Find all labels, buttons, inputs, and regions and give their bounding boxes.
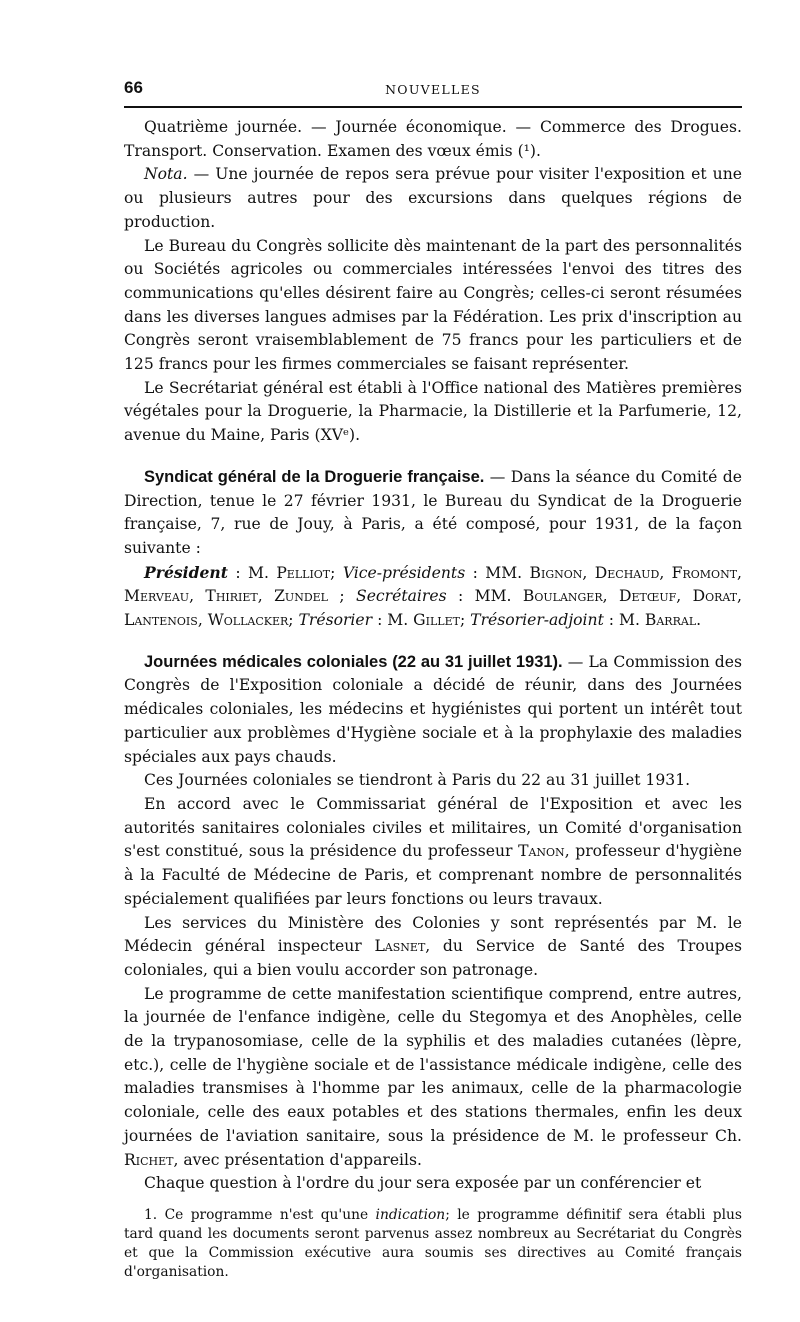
paragraph-quatrieme-journee: Quatrième journée. — Journée économique. — Commerce des Drogues. Transport. Conservation. Examen des vœux émis (¹). xyxy=(124,118,742,160)
body-text xyxy=(124,116,742,1196)
footnote xyxy=(124,1206,742,1282)
syndicat-title: Syndicat général de la Droguerie française. xyxy=(144,467,485,486)
header-rule xyxy=(124,106,742,108)
tresorier-adjoint-name: Barral xyxy=(644,611,697,630)
page-header xyxy=(124,74,742,96)
tresorier-name: Gillet xyxy=(413,611,460,630)
lasnet-name: Lasnet xyxy=(374,937,426,956)
paragraph-bureau: Le Bureau du Congrès sollicite dès maintenant de la part des personnalités ou Sociétés agricoles ou commerciales intéressées l'envoi des titres des communications qu'elles désirent faire au Congrès; celles-ci seront résumées dans les diverses langues admises par la Fédération. Les prix d'inscription au Congrès seront vraisemblablement de 75 francs pour les particuliers et de 125 francs pour les firmes commerciales se faisant représenter. xyxy=(124,236,742,374)
vice-presidents-names: Bignon, Dechaud, Fromont, Merveau, Thiriet, Zundel xyxy=(124,563,742,606)
tresorier-label: Trésorier xyxy=(298,611,373,630)
accord-text-2: , professeur d'hygiène à la Faculté de Médecine de Paris, et comprenant nombre de personnalités spécialement qualifiées par leurs fonctions ou leurs travaux. xyxy=(124,842,742,908)
tresorier-intro: : M. xyxy=(372,611,414,630)
tresorier-adjoint-label: Trésorier-adjoint xyxy=(470,611,604,630)
accord-text-1: En accord avec le Commissariat général de l'Exposition et avec les autorités sanitaires coloniales civiles et militaires, un Comité d'organisation s'est constitué, sous la présidence du professeur xyxy=(124,794,742,861)
syndicat-text: — Dans la séance du Comité de Direction, tenue le 27 février 1931, le Bureau du Syndicat de la Droguerie française, 7, rue de Jouy, à Paris, a été composé, pour 1931, de la façon suivante : xyxy=(124,467,742,557)
programme-text-2: , avec présentation d'appareils. xyxy=(173,1150,422,1169)
secretaires-names: Boulanger, Detœuf, Dorat, Lantenois, Wollacker xyxy=(124,587,743,630)
journees-text: — La Commission des Congrès de l'Exposition coloniale a décidé de réunir, dans des Journées médicales coloniales, les médecins et hygiénistes qui portent un intérêt tout particulier aux problèmes d'Hygiène sociale et à la prophylaxie des maladies spéciales aux pays chauds. xyxy=(124,652,743,766)
nota-label: Nota. xyxy=(144,165,188,184)
document-page xyxy=(124,74,742,1282)
president-label: Président xyxy=(144,562,228,582)
paragraph-syndicat-composition: Président : M. Pelliot; Vice-présidents : MM. Bignon, Dechaud, Fromont, Merveau, Thiriet, Zundel ; Secrétaires : MM. Boulanger, Detœuf, Dorat, Lantenois, Wollacker; Trésorier : M. Gillet; Trésorier-adjoint : M. Barral. xyxy=(124,562,743,630)
richet-name: Richet xyxy=(124,1150,174,1169)
services-text-2: , du Service de Santé des Troupes coloniales, qui a bien voulu accorder son patronage. xyxy=(124,937,742,979)
secretaires-intro: : MM. xyxy=(446,587,523,606)
footnote-italic: indication xyxy=(375,1206,446,1223)
programme-text-1: Le programme de cette manifestation scientifique comprend, entre autres, la journée de l'enfance indigène, celle du Stegomya et des Anophèles, celle de la trypanosomiase, celle de la syphilis et des maladies cutanées (lèpre, etc.), celle de l'hygiène sociale et de l'assistance médicale indigène, celle des maladies transmises à l'homme par les animaux, celle de la pharmacologie coloniale, celle des eaux potables et des stations thermales, enfin les deux journées de l'aviation sanitaire, sous la présidence de M. le professeur Ch. xyxy=(124,984,742,1145)
paragraph-journees-medicales xyxy=(124,651,742,770)
page-number: 66 xyxy=(124,78,143,97)
paragraph-services xyxy=(124,912,742,983)
paragraph-dates: Ces Journées coloniales se tiendront à Paris du 22 au 31 juillet 1931. xyxy=(144,771,691,790)
journees-title: Journées médicales coloniales (22 au 31 juillet 1931). xyxy=(144,652,563,671)
vice-presidents-intro: : MM. xyxy=(465,563,530,582)
paragraph-comite-organisation xyxy=(124,793,742,912)
paragraph-nota xyxy=(124,163,742,234)
paragraph-syndicat xyxy=(124,466,742,561)
tresorier-adjoint-intro: : M. xyxy=(603,611,645,630)
footnote-text-1: Ce programme n'est qu'une xyxy=(157,1206,376,1223)
secretaires-label: Secrétaires xyxy=(356,587,447,606)
president-intro: : M. xyxy=(227,563,277,582)
tanon-name: Tanon xyxy=(518,842,565,861)
nota-text: — Une journée de repos sera prévue pour visiter l'exposition et une ou plusieurs autres pour des excursions dans quelques régions de production. xyxy=(124,165,742,231)
footnote-marker: 1. xyxy=(144,1206,158,1223)
running-title: NOUVELLES xyxy=(385,82,481,97)
paragraph-chaque-question: Chaque question à l'ordre du jour sera exposée par un conférencier et xyxy=(144,1174,702,1193)
vice-presidents-label: Vice-présidents xyxy=(342,563,466,582)
services-text-1: Les services du Ministère des Colonies y sont représentés par M. le Médecin général inspecteur xyxy=(124,913,742,956)
president-name: Pelliot xyxy=(276,563,331,582)
footnote-text-2: ; le programme définitif sera établi plus tard quand les documents seront parvenus assez nombreux au Secrétariat du Congrès et que la Commission exécutive aura soumis ses directives au Comité français d'organisation. xyxy=(124,1206,742,1280)
paragraph-secretariat: Le Secrétariat général est établi à l'Office national des Matières premières végétales pour la Droguerie, la Pharmacie, la Distillerie et la Parfumerie, 12, avenue du Maine, Paris (XVᵉ). xyxy=(124,378,742,445)
footnote-paragraph xyxy=(124,1206,742,1282)
paragraph-programme xyxy=(124,983,742,1173)
